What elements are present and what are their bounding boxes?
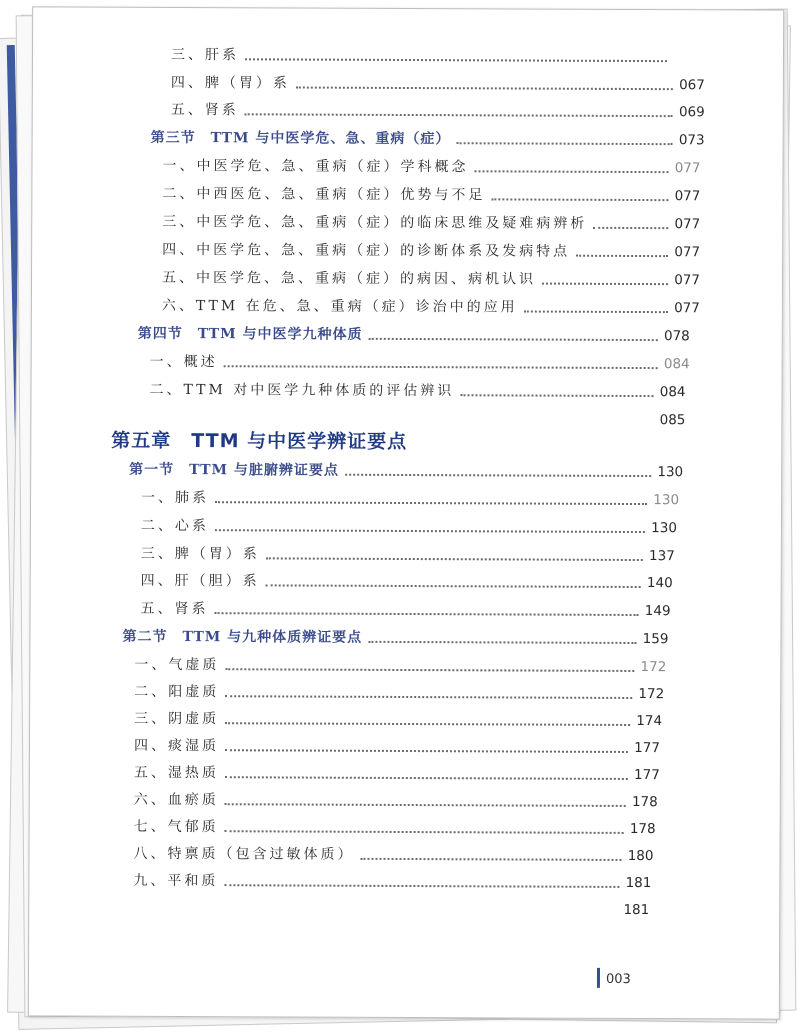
toc-page-number: 178 [629, 820, 656, 838]
dot-leader [266, 557, 643, 561]
toc-entry-title: 二、TTM 对中医学九种体质的评估辨识 [149, 381, 455, 400]
toc-page-number: 130 [653, 492, 680, 509]
toc-entry-title: 五、湿热质 [133, 764, 219, 782]
table-of-contents [29, 7, 783, 1018]
toc-page-number: 078 [663, 328, 690, 345]
toc-entry [141, 600, 671, 620]
toc-entry [133, 872, 651, 892]
toc-entry [141, 517, 677, 537]
toc-entry-title: 第四节 TTM 与中医学九种体质 [137, 325, 363, 343]
toc-page-number: 077 [674, 244, 701, 261]
dot-leader [245, 58, 667, 62]
toc-page-number: 077 [674, 272, 701, 289]
toc-entry-title: 第一节 TTM 与脏腑辨证要点 [129, 461, 339, 479]
toc-page-number: 177 [634, 766, 660, 784]
toc-entry [589, 901, 649, 919]
toc-entry [133, 845, 653, 865]
toc-page-number: 137 [648, 548, 675, 565]
dot-leader [215, 529, 645, 533]
toc-entry-title: 八、特禀质（包含过敏体质） [133, 845, 355, 863]
dot-leader [215, 501, 647, 505]
toc-entry-title: 五、肾系 [170, 101, 239, 119]
toc-page-number: 140 [646, 575, 673, 592]
toc-entry-title: 五、中医学危、急、重病（症）的病因、病机认识 [161, 269, 537, 288]
toc-entry [171, 101, 705, 121]
toc-page-number: 130 [651, 520, 677, 537]
toc-entry-title: 九、平和质 [133, 872, 219, 890]
toc-entry [162, 269, 700, 289]
toc-entry [162, 241, 700, 261]
toc-entry [141, 545, 675, 565]
toc-page-number: 077 [674, 216, 701, 233]
toc-page-number: 172 [640, 659, 667, 676]
toc-entry [162, 185, 700, 205]
toc-entry [171, 74, 705, 94]
toc-page-number: 067 [679, 77, 705, 94]
toc-entry-title: 一、中医学危、急、重病（症）学科概念 [162, 157, 469, 176]
dot-leader [225, 749, 628, 753]
toc-page-number: 084 [659, 384, 686, 401]
toc-entry-title: 四、肝（胆）系 [140, 572, 260, 590]
dot-leader [524, 311, 668, 314]
toc-page-number: 077 [674, 300, 700, 317]
dot-leader [491, 198, 668, 201]
toc-page-number: 174 [636, 713, 663, 730]
toc-entry-title: 一、气虚质 [134, 656, 220, 674]
dot-leader [474, 170, 668, 173]
toc-entry-title: 四、痰湿质 [133, 737, 220, 755]
toc-page-number: 172 [638, 686, 665, 703]
toc-entry-title: 三、阴虚质 [134, 710, 220, 728]
toc-entry [591, 411, 685, 429]
dot-leader [542, 283, 668, 286]
toc-page-number: 180 [627, 847, 654, 865]
toc-entry [171, 46, 673, 66]
toc-entry-title: 七、气郁质 [133, 818, 219, 836]
toc-entry [134, 791, 658, 811]
toc-page-number: 069 [678, 104, 705, 121]
folio-marker [597, 968, 600, 988]
toc-entry-title: 三、脾（胃）系 [140, 545, 260, 563]
toc-entry-title: 二、心系 [140, 517, 209, 535]
toc-entry [134, 710, 662, 730]
dot-leader [224, 365, 658, 369]
toc-entry [141, 489, 679, 509]
dot-leader [225, 695, 632, 699]
dot-leader [576, 255, 668, 257]
toc-entry [162, 213, 700, 233]
toc-section-entry [122, 628, 668, 648]
toc-entry-title: 第五章 TTM 与中医学辨证要点 [111, 429, 408, 454]
toc-entry [134, 764, 660, 784]
toc-entry-title: 三、肝系 [170, 46, 240, 64]
toc-entry-title: 一、概述 [149, 353, 218, 371]
toc-page-number: 178 [631, 793, 658, 811]
toc-page-number: 077 [674, 188, 701, 205]
toc-page-number: 077 [674, 160, 701, 177]
toc-entry-title: 二、阳虚质 [134, 683, 220, 701]
dot-leader [593, 227, 668, 229]
dot-leader [345, 474, 652, 477]
toc-entry [149, 381, 685, 401]
toc-entry-title: 第三节 TTM 与中医学危、急、重病（症） [150, 129, 451, 148]
toc-page-number: 181 [623, 901, 650, 919]
dot-leader [225, 668, 634, 672]
dot-leader [215, 612, 639, 616]
dot-leader [456, 142, 673, 145]
toc-page-number: 130 [657, 464, 684, 481]
dot-leader [224, 884, 619, 888]
dot-leader [460, 394, 653, 397]
toc-page [28, 6, 784, 1019]
toc-entry-title: 四、脾（胃）系 [170, 74, 290, 92]
dot-leader [225, 776, 628, 780]
toc-entry-title: 一、肺系 [141, 489, 210, 507]
page-number: 003 [605, 971, 631, 987]
toc-page-number: 084 [663, 356, 690, 373]
toc-entry-title: 四、中医学危、急、重病（症）的诊断体系及发病特点 [162, 241, 571, 260]
toc-entry [162, 157, 700, 177]
toc-entry [134, 737, 660, 757]
dot-leader [368, 338, 658, 341]
toc-entry-title: 二、中西医危、急、重病（症）优势与不足 [162, 185, 486, 204]
toc-page-number: 177 [634, 739, 661, 757]
toc-entry [134, 818, 656, 838]
toc-entry [134, 656, 666, 676]
toc-page-number: 181 [625, 874, 652, 892]
toc-section-entry [129, 461, 683, 481]
toc-chapter-entry [111, 429, 651, 454]
dot-leader [360, 858, 621, 861]
toc-page-number: 149 [644, 603, 671, 620]
toc-entry [141, 572, 673, 592]
dot-leader [296, 87, 673, 91]
toc-page-number: 159 [642, 631, 669, 648]
toc-section-entry [151, 129, 705, 149]
toc-entry [134, 683, 664, 703]
dot-leader [225, 803, 626, 807]
toc-section-entry [138, 325, 690, 345]
dot-leader [245, 113, 673, 117]
dot-leader [368, 641, 637, 644]
dot-leader [225, 722, 630, 726]
dot-leader [225, 830, 624, 834]
toc-entry-title: 六、TTM 在危、急、重病（症）诊治中的应用 [161, 297, 518, 316]
toc-entry [150, 353, 690, 373]
toc-entry-title: 第二节 TTM 与九种体质辨证要点 [122, 628, 363, 646]
toc-page-number: 085 [659, 412, 686, 429]
dot-leader [266, 584, 641, 588]
toc-page-number: 073 [678, 132, 705, 149]
toc-entry-title: 五、肾系 [140, 600, 209, 618]
toc-entry-title: 六、血瘀质 [133, 791, 219, 809]
toc-entry-title: 三、中医学危、急、重病（症）的临床思维及疑难病辨析 [162, 213, 588, 232]
toc-entry [162, 297, 700, 317]
